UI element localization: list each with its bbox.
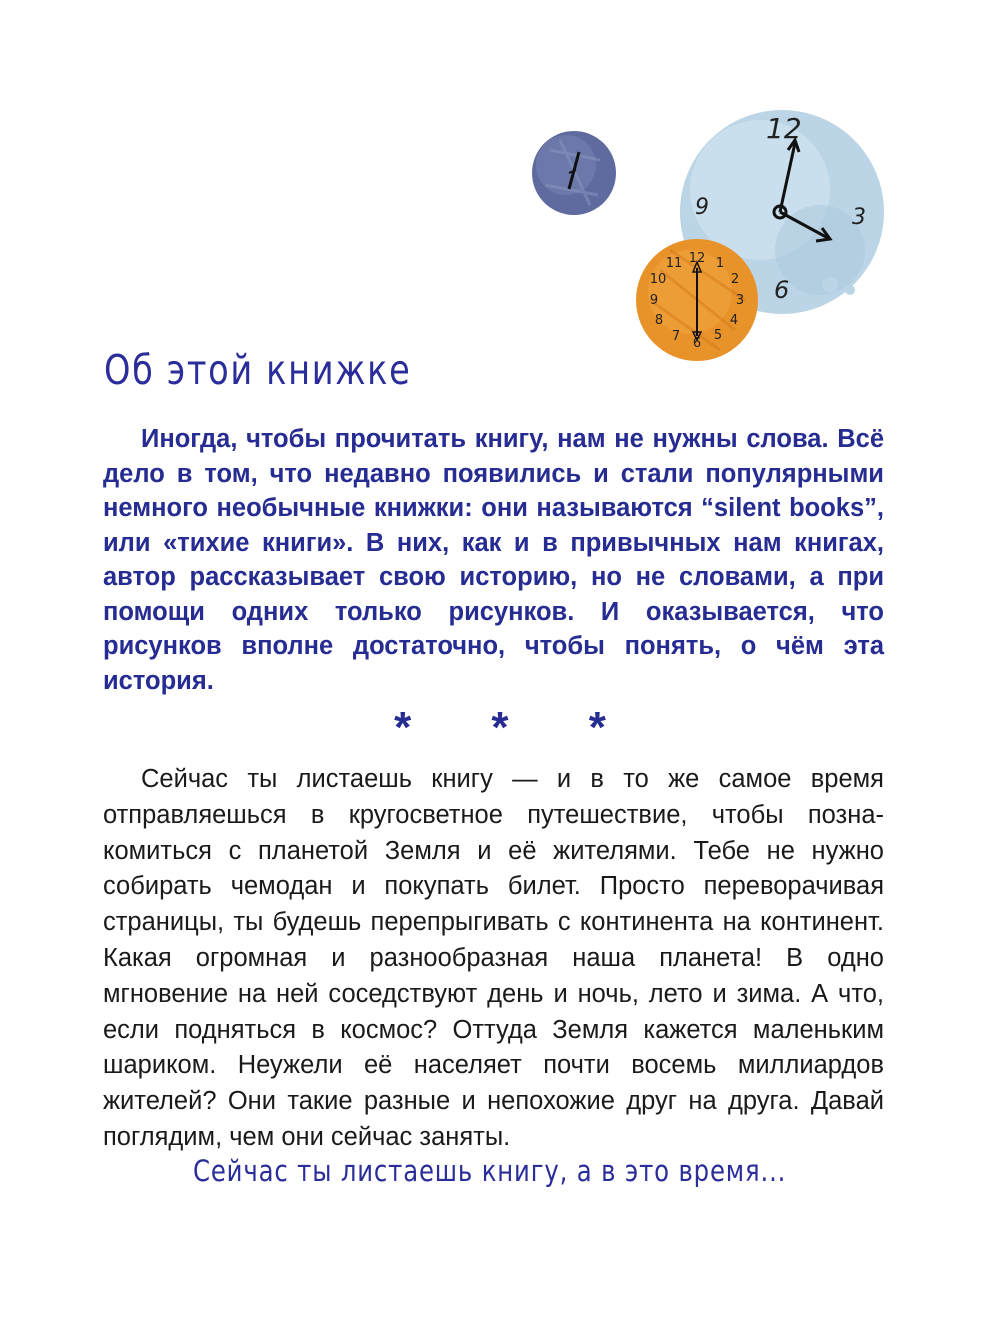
svg-text:8: 8	[654, 313, 664, 328]
svg-text:4: 4	[729, 313, 739, 328]
svg-text:6: 6	[774, 276, 790, 304]
svg-text:9: 9	[695, 195, 709, 220]
clocks-illustration-icon	[0, 0, 1000, 380]
svg-text:5: 5	[713, 328, 723, 343]
svg-text:12: 12	[766, 112, 802, 145]
intro-paragraph: Иногда, чтобы прочитать книгу, нам не нужны слова. Всё дело в том, что недавно появились и стали популярными немного необычные книжки: они называются “silent books”, или «тихие книги». В них, как и в привычных нам книгах, автор рассказывает свою историю, но не словами, а при помощи одних только рисунков. И оказывается, что рисунков вполне достаточно, чтобы понять, о чём эта история.	[103, 425, 884, 695]
svg-text:6: 6	[692, 336, 702, 351]
section-separator: * * *	[394, 703, 640, 752]
main-paragraph: Сейчас ты листаешь книгу — и в то же самое время отправляешься в кругосветное путешествие, чтобы познакомиться с планетой Земля и её жителями. Тебе не нужно собирать чемодан и покупать билет. Просто переворачивая страницы, ты будешь перепрыгивать с континента на континент. Какая огромная и разнообразная наша планета! В одно мгновение на ней соседствуют день и ночь, лето и зима. А что, если подняться в космос? Оттуда Земля кажется маленьким шариком. Неужели её населяет почти восемь миллиардов жителей? Они такие разные и непохожие друг на друга. Давай поглядим, чем они сейчас заняты.	[103, 765, 884, 1151]
svg-text:1: 1	[715, 256, 725, 271]
svg-text:12: 12	[688, 251, 706, 266]
svg-text:11: 11	[665, 256, 683, 271]
purple-clock-icon	[532, 131, 616, 215]
closing-line: Сейчас ты листаешь книгу, а в это время...	[193, 1154, 787, 1188]
svg-text:2: 2	[730, 272, 740, 287]
orange-clock-icon	[636, 239, 758, 361]
svg-text:10: 10	[649, 272, 667, 287]
svg-text:3: 3	[852, 205, 866, 230]
svg-text:3: 3	[735, 293, 745, 308]
svg-text:7: 7	[671, 329, 681, 344]
svg-text:9: 9	[649, 293, 659, 308]
page-title: Об этой книжке	[104, 346, 412, 394]
